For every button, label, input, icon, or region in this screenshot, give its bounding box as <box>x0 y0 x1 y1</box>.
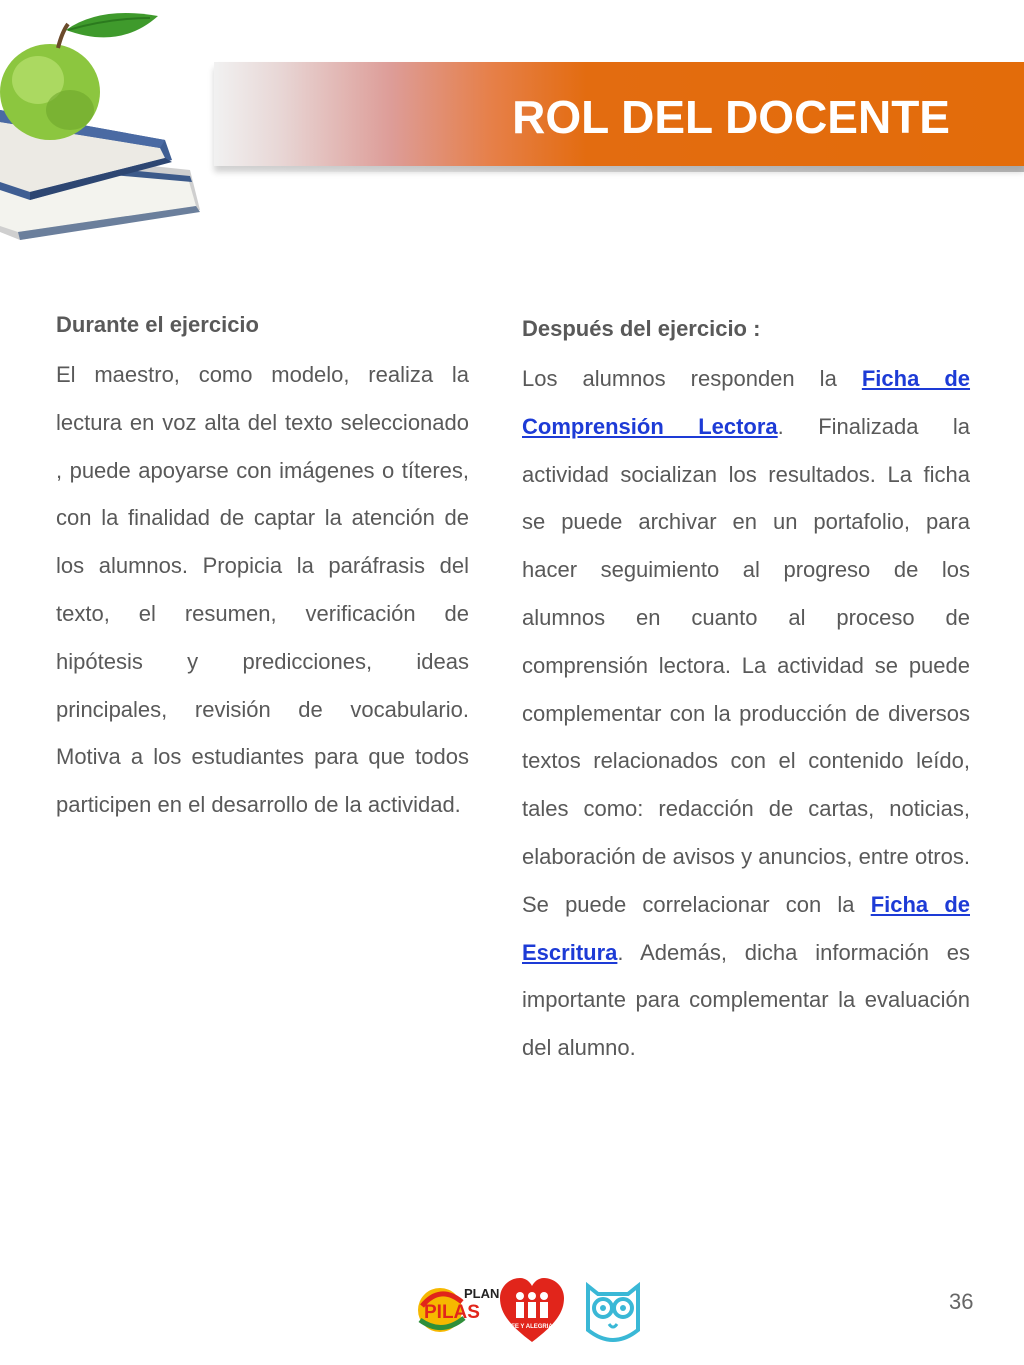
right-body-text-2: . Finalizada la actividad socializan los resultados. La ficha se puede archivar en un portafolio, para hacer seguimiento al progreso de los alumnos en cuanto al proceso de comprensión lectora. La actividad se puede complementar con la producción de diversos textos relacionados con el contenido leído, tales como: redacción de cartas, noticias, elaboración de avisos y anuncios, entre otros. Se puede correlacionar con la <box>522 413 970 917</box>
title-banner <box>214 62 1024 166</box>
right-body-text-3: . Además, dicha información es importante para complementar la evaluación del alumno. <box>522 939 970 1061</box>
slide-title: ROL DEL DOCENTE <box>512 91 950 143</box>
footer-logos <box>412 1276 648 1346</box>
left-column-body: El maestro, como modelo, realiza la lectura en voz alta del texto seleccionado , puede apoyarse con imágenes o títeres, con la finalidad de captar la atención de los alumnos. Propicia la paráfrasis del texto, el resumen, verificación de hipótesis y predicciones, ideas principales, revisión de vocabulario. Motiva a los estudiantes para que todos participen en el desarrollo de la actividad. <box>56 362 469 818</box>
page-number: 36 <box>949 1289 974 1314</box>
right-body-text-1: Los alumnos responden la <box>522 366 862 391</box>
left-column <box>56 303 469 829</box>
right-column-heading: Después del ejercicio : <box>522 316 761 341</box>
owl-logo-icon <box>588 1286 638 1340</box>
ficha-comprension-link[interactable]: Ficha de Comprensión Lectora <box>522 366 971 439</box>
plan-pilas-logo-icon <box>418 1286 499 1332</box>
plan-pilas-logo-bottom: PILAS <box>424 1302 480 1323</box>
apple-books-icon <box>0 0 215 250</box>
left-column-heading: Durante el ejercicio <box>56 312 259 337</box>
right-column-body <box>522 355 970 1072</box>
ficha-escritura-link[interactable]: Ficha de Escritura <box>522 891 970 965</box>
title-banner-shadow <box>214 166 1024 172</box>
right-column <box>522 307 970 1072</box>
plan-pilas-logo-top: PLAN <box>464 1286 500 1301</box>
fe-y-alegria-heart-icon <box>500 1278 564 1342</box>
fe-y-alegria-logo-text: FE Y ALEGRIA <box>511 1324 553 1330</box>
